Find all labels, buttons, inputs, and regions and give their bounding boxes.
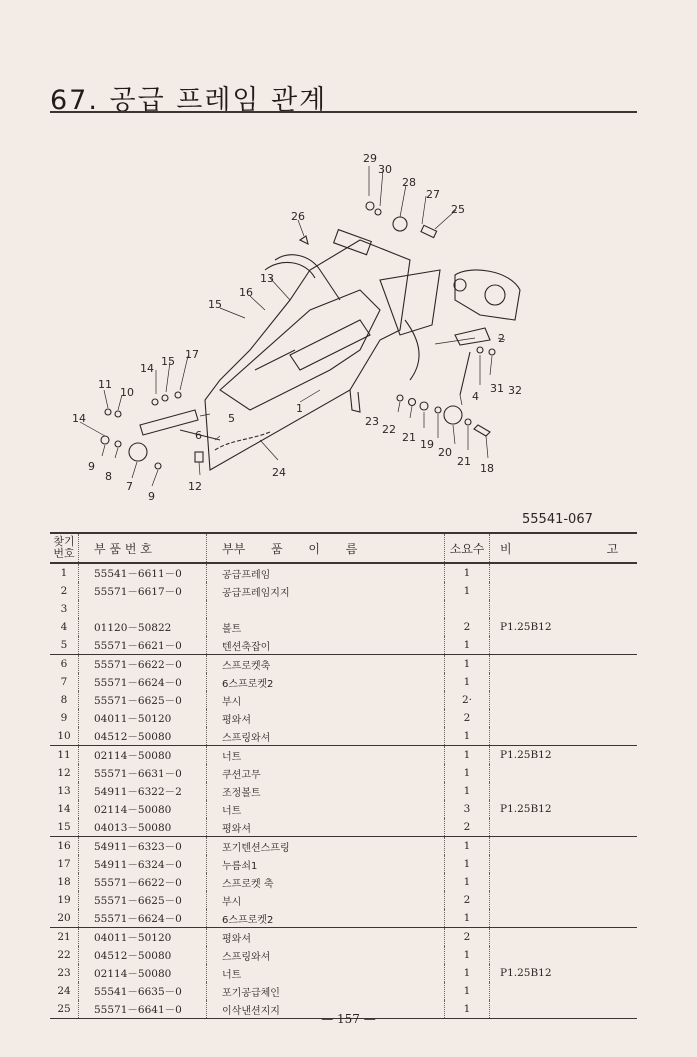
washer-31 <box>477 347 483 353</box>
row-part-name: 포기텐션스프링 <box>207 837 445 856</box>
callout: 13 <box>260 272 274 285</box>
row-part-name <box>207 600 445 618</box>
row-quantity: 2 <box>445 928 490 947</box>
row-quantity: 3 <box>445 800 490 818</box>
table-row <box>50 563 637 582</box>
callout: 19 <box>420 438 434 451</box>
row-part-number: 55571－6622－0 <box>79 873 207 891</box>
washer-15 <box>162 395 168 401</box>
table-row <box>50 655 637 674</box>
row-quantity: 2 <box>445 891 490 909</box>
table-row <box>50 928 637 947</box>
table-row <box>50 636 637 655</box>
row-part-number: 55571－6624－0 <box>79 909 207 928</box>
header-part-name: 부부 품 이 름 <box>207 533 445 563</box>
row-part-number: 04011－50120 <box>79 928 207 947</box>
row-part-name: 이삭낸션지지 <box>207 1000 445 1019</box>
row-part-number: 55541－6611－0 <box>79 563 207 582</box>
row-remarks <box>490 909 638 928</box>
row-part-number: 55571－6622－0 <box>79 655 207 674</box>
row-quantity: 1 <box>445 873 490 891</box>
row-quantity: 1 <box>445 1000 490 1019</box>
row-remarks: P1.25B12 <box>500 803 552 815</box>
row-part-name: 포기공급체인 <box>207 982 445 1000</box>
row-find-no: 13 <box>50 782 79 800</box>
row-part-name: 부시 <box>207 891 445 909</box>
row-part-name: 스프로켓 축 <box>207 873 445 891</box>
row-find-no: 3 <box>50 600 79 618</box>
callout: 9 <box>148 490 155 503</box>
callout: 24 <box>272 466 286 479</box>
row-part-number: 01120－50822 <box>79 618 207 636</box>
row-find-no: 23 <box>50 964 79 982</box>
table-row <box>50 618 637 636</box>
row-remarks <box>490 655 638 674</box>
row-find-no: 8 <box>50 691 79 709</box>
row-part-number: 54911－6324－0 <box>79 855 207 873</box>
row-part-number: 04013－50080 <box>79 818 207 837</box>
nut-11 <box>105 409 111 415</box>
row-quantity: 2· <box>445 691 490 709</box>
table-row <box>50 837 637 856</box>
lower-rail <box>290 320 370 370</box>
row-quantity: 1 <box>445 636 490 655</box>
table-row <box>50 600 637 618</box>
row-find-no: 20 <box>50 909 79 928</box>
header-remarks-2: 고 <box>606 541 619 556</box>
row-remarks <box>490 636 638 655</box>
sprocket-28 <box>393 217 407 231</box>
callout: 21 <box>457 455 471 468</box>
callout: 2 <box>498 332 505 345</box>
washer-30 <box>375 209 381 215</box>
row-remarks: P1.25B12 <box>500 749 552 761</box>
table-row <box>50 746 637 765</box>
row-find-no: 4 <box>50 618 79 636</box>
row-remarks <box>490 818 638 837</box>
row-remarks <box>490 891 638 909</box>
washer-32 <box>489 349 495 355</box>
row-quantity: 1 <box>445 909 490 928</box>
row-part-name: 부시 <box>207 691 445 709</box>
row-part-number: 04011－50120 <box>79 709 207 727</box>
callout: 14 <box>140 362 154 375</box>
row-find-no: 11 <box>50 746 79 765</box>
callout: 25 <box>451 203 465 216</box>
row-find-no: 10 <box>50 727 79 746</box>
gearbox-sprocket <box>485 285 505 305</box>
washer-10 <box>115 411 121 417</box>
callout: 7 <box>126 480 133 493</box>
support-arm <box>405 320 419 380</box>
callout: 29 <box>363 152 377 165</box>
table-row <box>50 727 637 746</box>
row-part-number: 55571－6625－0 <box>79 891 207 909</box>
washer-29 <box>366 202 374 210</box>
row-remarks <box>490 946 638 964</box>
row-quantity: 2 <box>445 618 490 636</box>
row-part-number: 04512－50080 <box>79 946 207 964</box>
callout: 21 <box>402 431 416 444</box>
row-part-name: 스프로켓축 <box>207 655 445 674</box>
row-part-number: 55571－6641－0 <box>79 1000 207 1019</box>
row-remarks <box>490 673 638 691</box>
table-row <box>50 909 637 928</box>
table-row <box>50 855 637 873</box>
table-row <box>50 946 637 964</box>
row-part-name: 6스프로켓2 <box>207 673 445 691</box>
row-part-name: 공급프레임 <box>207 563 445 582</box>
row-part-name: 너트 <box>207 800 445 818</box>
row-find-no: 1 <box>50 563 79 582</box>
table-row <box>50 673 637 691</box>
row-part-name: 쿠션고무 <box>207 764 445 782</box>
row-part-name: 누름쇠1 <box>207 855 445 873</box>
page-number: — 157 — <box>321 1012 376 1026</box>
sprocket-7 <box>129 443 147 461</box>
row-quantity: 1 <box>445 982 490 1000</box>
row-part-number: 55571－6621－0 <box>79 636 207 655</box>
row-find-no: 14 <box>50 800 79 818</box>
callout: 9 <box>88 460 95 473</box>
row-part-name: 평와셔 <box>207 928 445 947</box>
row-part-name: 평와셔 <box>207 709 445 727</box>
row-part-number: 02114－50080 <box>79 746 207 765</box>
nut-14 <box>152 399 158 405</box>
row-quantity: 2 <box>445 818 490 837</box>
row-part-name: 너트 <box>207 964 445 982</box>
leg-support <box>350 390 360 412</box>
row-quantity: 2 <box>445 709 490 727</box>
callout: 18 <box>480 462 494 475</box>
header-part-number: 부 품 번 호 <box>79 533 207 563</box>
table-row <box>50 964 637 982</box>
callout: 16 <box>239 286 253 299</box>
row-part-number: 54911－6323－0 <box>79 837 207 856</box>
table-row <box>50 709 637 727</box>
row-part-number <box>79 600 207 618</box>
callout: 28 <box>402 176 416 189</box>
row-find-no: 17 <box>50 855 79 873</box>
callout: 11 <box>98 378 112 391</box>
row-part-name: 볼트 <box>207 618 445 636</box>
row-remarks <box>490 691 638 709</box>
nut-23 <box>397 395 403 401</box>
row-quantity <box>445 600 490 618</box>
row-quantity: 1 <box>445 563 490 582</box>
bush-19 <box>435 407 441 413</box>
row-part-number: 02114－50080 <box>79 800 207 818</box>
page-title: 67. 공급 프레임 관계 <box>50 85 328 116</box>
callout: 23 <box>365 415 379 428</box>
row-part-number: 54911－6322－2 <box>79 782 207 800</box>
washer-21b <box>465 419 471 425</box>
parts-drawing <box>60 140 620 520</box>
table-row <box>50 818 637 837</box>
table-row <box>50 982 637 1000</box>
row-find-no: 18 <box>50 873 79 891</box>
shaft-18 <box>474 425 490 436</box>
row-part-number: 55571－6624－0 <box>79 673 207 691</box>
callout: 6 <box>195 429 202 442</box>
row-part-number: 04512－50080 <box>79 727 207 746</box>
row-find-no: 21 <box>50 928 79 947</box>
callout: 17 <box>185 348 199 361</box>
row-part-name: 스프링와셔 <box>207 946 445 964</box>
row-find-no: 12 <box>50 764 79 782</box>
row-part-name: 텐션축잡이 <box>207 636 445 655</box>
callout: 26 <box>291 210 305 223</box>
row-remarks <box>490 837 638 856</box>
bush-8 <box>115 441 121 447</box>
washer-21 <box>420 402 428 410</box>
callout: 20 <box>438 446 452 459</box>
figure-code: 55541-067 <box>522 512 593 527</box>
row-find-no: 22 <box>50 946 79 964</box>
table-row <box>50 691 637 709</box>
callout: 15 <box>208 298 222 311</box>
cushion-12 <box>195 452 203 462</box>
bracket-2 <box>455 328 490 345</box>
gearbox-shaft <box>454 279 466 291</box>
row-remarks <box>490 782 638 800</box>
row-remarks: P1.25B12 <box>500 967 552 979</box>
sprocket-20 <box>444 406 462 424</box>
row-quantity: 1 <box>445 582 490 600</box>
callout: 1 <box>296 402 303 415</box>
callout: 30 <box>378 163 392 176</box>
washer-9b <box>155 463 161 469</box>
parts-table <box>50 532 637 1019</box>
row-part-number: 02114－50080 <box>79 964 207 982</box>
callout: 32 <box>508 384 522 397</box>
row-find-no: 24 <box>50 982 79 1000</box>
callout: 4 <box>472 390 479 403</box>
header-quantity: 소요수 <box>445 533 490 563</box>
row-part-name: 공급프레임지지 <box>207 582 445 600</box>
washer-9 <box>101 436 109 444</box>
row-part-name: 너트 <box>207 746 445 765</box>
row-find-no: 9 <box>50 709 79 727</box>
row-remarks <box>490 982 638 1000</box>
row-quantity: 1 <box>445 673 490 691</box>
row-remarks <box>490 928 638 947</box>
row-remarks <box>490 600 638 618</box>
row-quantity: 1 <box>445 655 490 674</box>
bolt-26 <box>300 236 308 244</box>
row-part-name: 스프링와셔 <box>207 727 445 746</box>
callout: 5 <box>228 412 235 425</box>
callout: 22 <box>382 423 396 436</box>
row-find-no: 16 <box>50 837 79 856</box>
row-find-no: 7 <box>50 673 79 691</box>
row-find-no: 5 <box>50 636 79 655</box>
callout: 8 <box>105 470 112 483</box>
bolt-25 <box>421 225 437 237</box>
row-quantity: 1 <box>445 964 490 982</box>
row-find-no: 2 <box>50 582 79 600</box>
frame-support-bracket <box>380 270 440 335</box>
row-part-number: 55541－6635－0 <box>79 982 207 1000</box>
table-row <box>50 582 637 600</box>
tension-holder-5 <box>140 410 198 435</box>
exploded-parts-diagram <box>60 140 620 520</box>
row-find-no: 15 <box>50 818 79 837</box>
callout: 27 <box>426 188 440 201</box>
row-part-name: 조정볼트 <box>207 782 445 800</box>
presser-17 <box>175 392 181 398</box>
row-remarks <box>490 764 638 782</box>
row-quantity: 1 <box>445 727 490 746</box>
header-remarks <box>490 533 638 563</box>
table-row <box>50 764 637 782</box>
row-remarks <box>490 855 638 873</box>
parts-table-body <box>50 563 637 1019</box>
row-part-number: 55571－6631－0 <box>79 764 207 782</box>
table-header-row <box>50 533 637 563</box>
row-part-name: 6스프로켓2 <box>207 909 445 928</box>
table-row <box>50 873 637 891</box>
washer-22 <box>409 399 416 406</box>
row-remarks <box>490 727 638 746</box>
table-row <box>50 891 637 909</box>
row-quantity: 1 <box>445 764 490 782</box>
row-find-no: 19 <box>50 891 79 909</box>
row-quantity: 1 <box>445 855 490 873</box>
bolt-4 <box>460 352 470 395</box>
header-remarks-1: 비 <box>500 541 512 556</box>
row-remarks <box>490 582 638 600</box>
upper-loop-handle <box>275 255 340 300</box>
callout: 15 <box>161 355 175 368</box>
callout: 10 <box>120 386 134 399</box>
row-part-number: 55571－6625－0 <box>79 691 207 709</box>
gearbox-housing <box>455 270 520 320</box>
row-remarks: P1.25B12 <box>500 621 552 633</box>
row-quantity: 1 <box>445 746 490 765</box>
row-remarks <box>490 873 638 891</box>
callout: 12 <box>188 480 202 493</box>
row-remarks <box>490 709 638 727</box>
callout: 31 <box>490 382 504 395</box>
table-row <box>50 782 637 800</box>
row-quantity: 1 <box>445 946 490 964</box>
table-row <box>50 800 637 818</box>
row-part-number: 55571－6617－0 <box>79 582 207 600</box>
row-find-no: 6 <box>50 655 79 674</box>
row-find-no: 25 <box>50 1000 79 1019</box>
row-remarks <box>490 563 638 582</box>
header-find-no: 찾기 번호 <box>50 533 79 563</box>
row-quantity: 1 <box>445 837 490 856</box>
row-part-name: 평와셔 <box>207 818 445 837</box>
row-quantity: 1 <box>445 782 490 800</box>
feed-frame-outline <box>205 240 410 470</box>
title-rule <box>50 111 637 113</box>
callout: 14 <box>72 412 86 425</box>
